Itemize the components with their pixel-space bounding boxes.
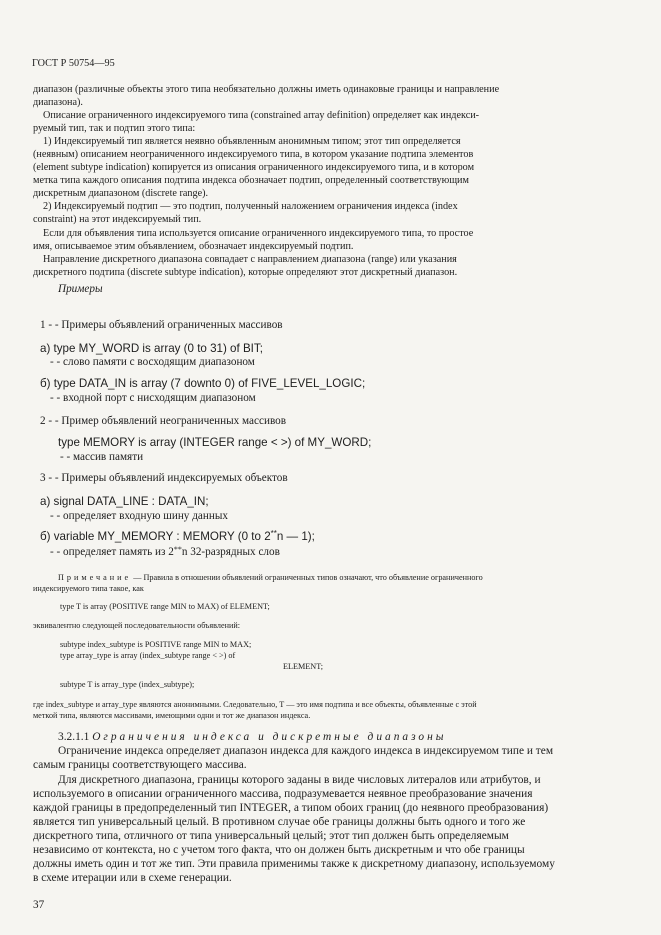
text-line: Ограничение индекса определяет диапазон индекса для каждого индекса в индексируемом типе и тем (58, 745, 554, 757)
text-line: дискретным диапазоном (discrete range). (33, 188, 209, 199)
note-code: ELEMENT; (283, 662, 324, 671)
text-line: Если для объявления типа используется описание ограниченного индексируемого типа, то простое (43, 228, 474, 239)
example-heading-2: 2 - - Пример объявлений неограниченных массивов (40, 415, 287, 427)
text-line: каждой границы в предопределенный тип INTEGER, а типом обоих границ (до неявного преобразования) (33, 802, 549, 814)
text-line: диапазона). (33, 97, 83, 108)
text-line: используемого в описании ограниченного массива, подразумевается неявное преобразование значения (33, 788, 533, 800)
code-line: б) type DATA_IN is array (7 downto 0) of FIVE_LEVEL_LOGIC; (40, 377, 366, 390)
text-line: диапазон (различные объекты этого типа необязательно должны иметь одинаковые границы и направление (33, 84, 500, 95)
code-line: а) type MY_WORD is array (0 to 31) of BIT; (40, 342, 263, 355)
note-code: type T is array (POSITIVE range MIN to MAX) of ELEMENT; (60, 602, 270, 611)
text-line: руемый тип, так и подтип этого типа: (33, 123, 196, 134)
section-number: 3.2.1.1 (58, 731, 90, 743)
code-text: б) variable MY_MEMORY : MEMORY (0 to 2 (40, 530, 271, 543)
text-line: дискретного подтипа (discrete subtype indication), которые определяют этот дискретный диапазон. (33, 267, 458, 278)
note-code: type array_type is array (index_subtype range < >) of (60, 651, 236, 660)
note-line: меткой типа, являются массивами, имеющими одни и тот же диапазон индекса. (33, 711, 311, 720)
example-heading-1: 1 - - Примеры объявлений ограниченных массивов (40, 319, 283, 331)
code-comment: - - входной порт с нисходящим диапазоном (50, 392, 256, 404)
text-line: является тип универсальный целый. В противном случае обе границы должны быть одного и того же (33, 816, 526, 828)
section-heading (58, 732, 446, 743)
text-line: дискретного типа, отличного от типа универсальный целый; этот тип должен быть определяемым (33, 830, 509, 842)
note-code: subtype index_subtype is POSITIVE range MIN to MAX; (60, 640, 252, 649)
text-line: Описание ограниченного индексируемого типа (constrained array definition) определяет как индекси- (43, 110, 480, 121)
text-line: самым границы соответствующего массива. (33, 759, 247, 771)
example-heading-3: 3 - - Примеры объявлений индексируемых объектов (40, 472, 288, 484)
page-header: ГОСТ Р 50754—95 (32, 58, 115, 69)
note-line: индексируемого типа такое, как (33, 584, 144, 593)
code-comment: - - массив памяти (60, 451, 144, 463)
code-line (40, 531, 315, 543)
text-line: независимо от контекста, но с учетом того факта, что он должен быть дискретным и что обе границы (33, 844, 525, 856)
section-title: Ограничения индекса и дискретные диапазоны (92, 731, 447, 743)
code-comment: - - слово памяти с восходящим диапазоном (50, 356, 255, 368)
comment-text: - - определяет память из 2 (50, 546, 174, 558)
code-comment (50, 547, 280, 558)
text-line: должны иметь один и тот же тип. Эти правила применимы также к дискретному диапазону, используемому (33, 858, 555, 870)
superscript: ** (270, 529, 277, 538)
note-code: subtype T is array_type (index_subtype); (60, 680, 195, 689)
note-line (58, 574, 483, 582)
text-line: метка типа каждого описания подтипа индекса обозначает подтип, определенный соответствующим (33, 175, 469, 186)
text-line: (element subtype indication) копируется из описания ограниченного индексируемого типа, и в котором (33, 162, 475, 173)
code-line: а) signal DATA_LINE : DATA_IN; (40, 495, 209, 508)
page-number: 37 (33, 899, 45, 911)
text-line: Направление дискретного диапазона совпадает с направлением диапазона (range) или указания (43, 254, 457, 265)
note-line: где index_subtype и array_type являются анонимными. Следовательно, T — это имя подтипа и все объекты, объявленные с этой (33, 700, 477, 709)
examples-heading: Примеры (58, 283, 103, 295)
code-line: type MEMORY is array (INTEGER range < >) of MY_WORD; (58, 436, 372, 449)
text-line: 1) Индексируемый тип является неявно объявленным анонимным типом; этот тип определяется (43, 136, 461, 147)
text-line: (неявным) описанием неограниченного индексируемого типа, в котором указание подтипа элементов (33, 149, 474, 160)
note-text: — Правила в отношении объявлений ограниченных типов означают, что объявление ограниченного (133, 573, 483, 582)
text-line: Для дискретного диапазона, границы которого заданы в виде числовых литералов или атрибутов, и (58, 774, 541, 786)
text-line: имя, описываемое этим объявлением, обозначает индексируемый подтип. (33, 241, 354, 252)
comment-text: n 32-разрядных слов (181, 546, 280, 558)
code-comment: - - определяет входную шину данных (50, 510, 228, 522)
note-line: эквивалентно следующей последовательности объявлений: (33, 621, 241, 630)
text-line: в схеме итерации или в схеме генерации. (33, 872, 232, 884)
note-label: Примечание (58, 573, 132, 582)
superscript: ** (173, 545, 182, 554)
text-line: constraint) на этот индексируемый тип. (33, 214, 202, 225)
code-text: n — 1); (276, 530, 315, 543)
text-line: 2) Индексируемый подтип — это подтип, полученный наложением ограничения индекса (index (43, 201, 458, 212)
